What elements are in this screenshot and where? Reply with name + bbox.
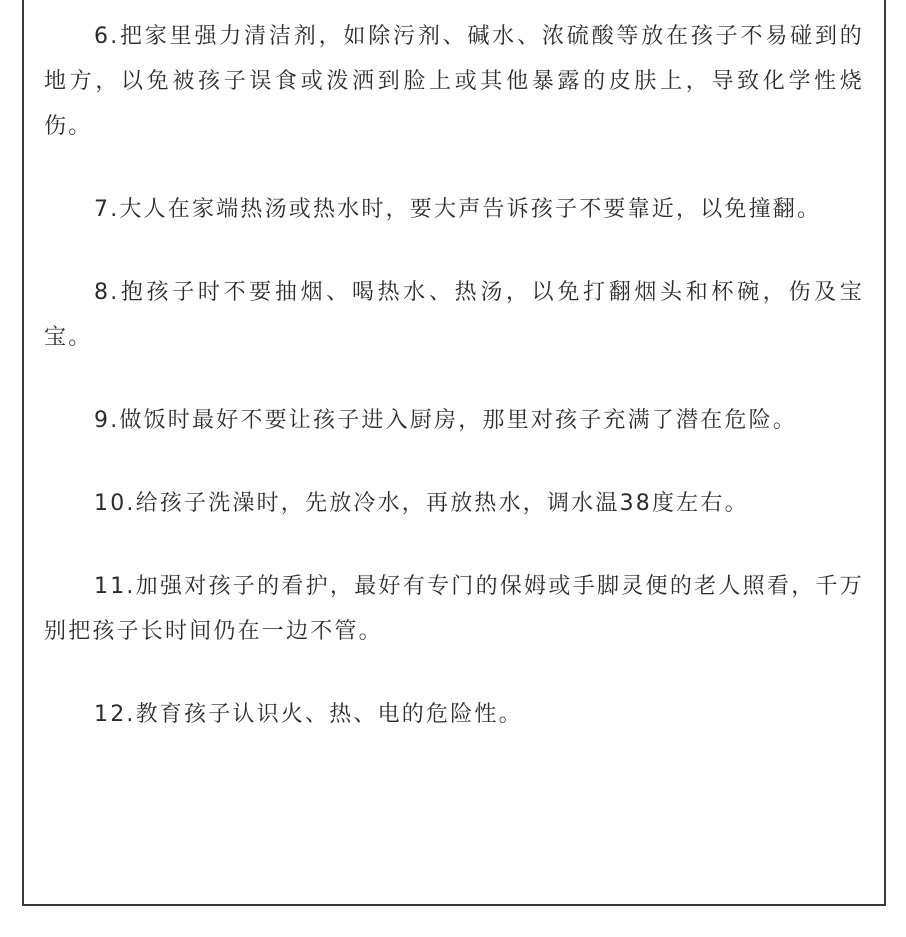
tip-item-11: 11.加强对孩子的看护，最好有专门的保姆或手脚灵便的老人照看，千万别把孩子长时间仍在一边不管。	[44, 574, 864, 644]
safety-tips-list	[44, 14, 864, 737]
tip-item-7: 7.大人在家端热汤或热水时，要大声告诉孩子不要靠近，以免撞翻。	[94, 197, 822, 222]
tip-item-10: 10.给孩子洗澡时，先放冷水，再放热水，调水温38度左右。	[94, 491, 749, 516]
tip-item-8: 8.抱孩子时不要抽烟、喝热水、热汤，以免打翻烟头和杯碗，伤及宝宝。	[44, 280, 864, 350]
tip-item-12: 12.教育孩子认识火、热、电的危险性。	[94, 702, 523, 727]
tip-item-9: 9.做饭时最好不要让孩子进入厨房，那里对孩子充满了潜在危险。	[94, 408, 797, 433]
tip-item-6: 6.把家里强力清洁剂，如除污剂、碱水、浓硫酸等放在孩子不易碰到的地方，以免被孩子误食或泼洒到脸上或其他暴露的皮肤上，导致化学性烧伤。	[44, 24, 864, 139]
